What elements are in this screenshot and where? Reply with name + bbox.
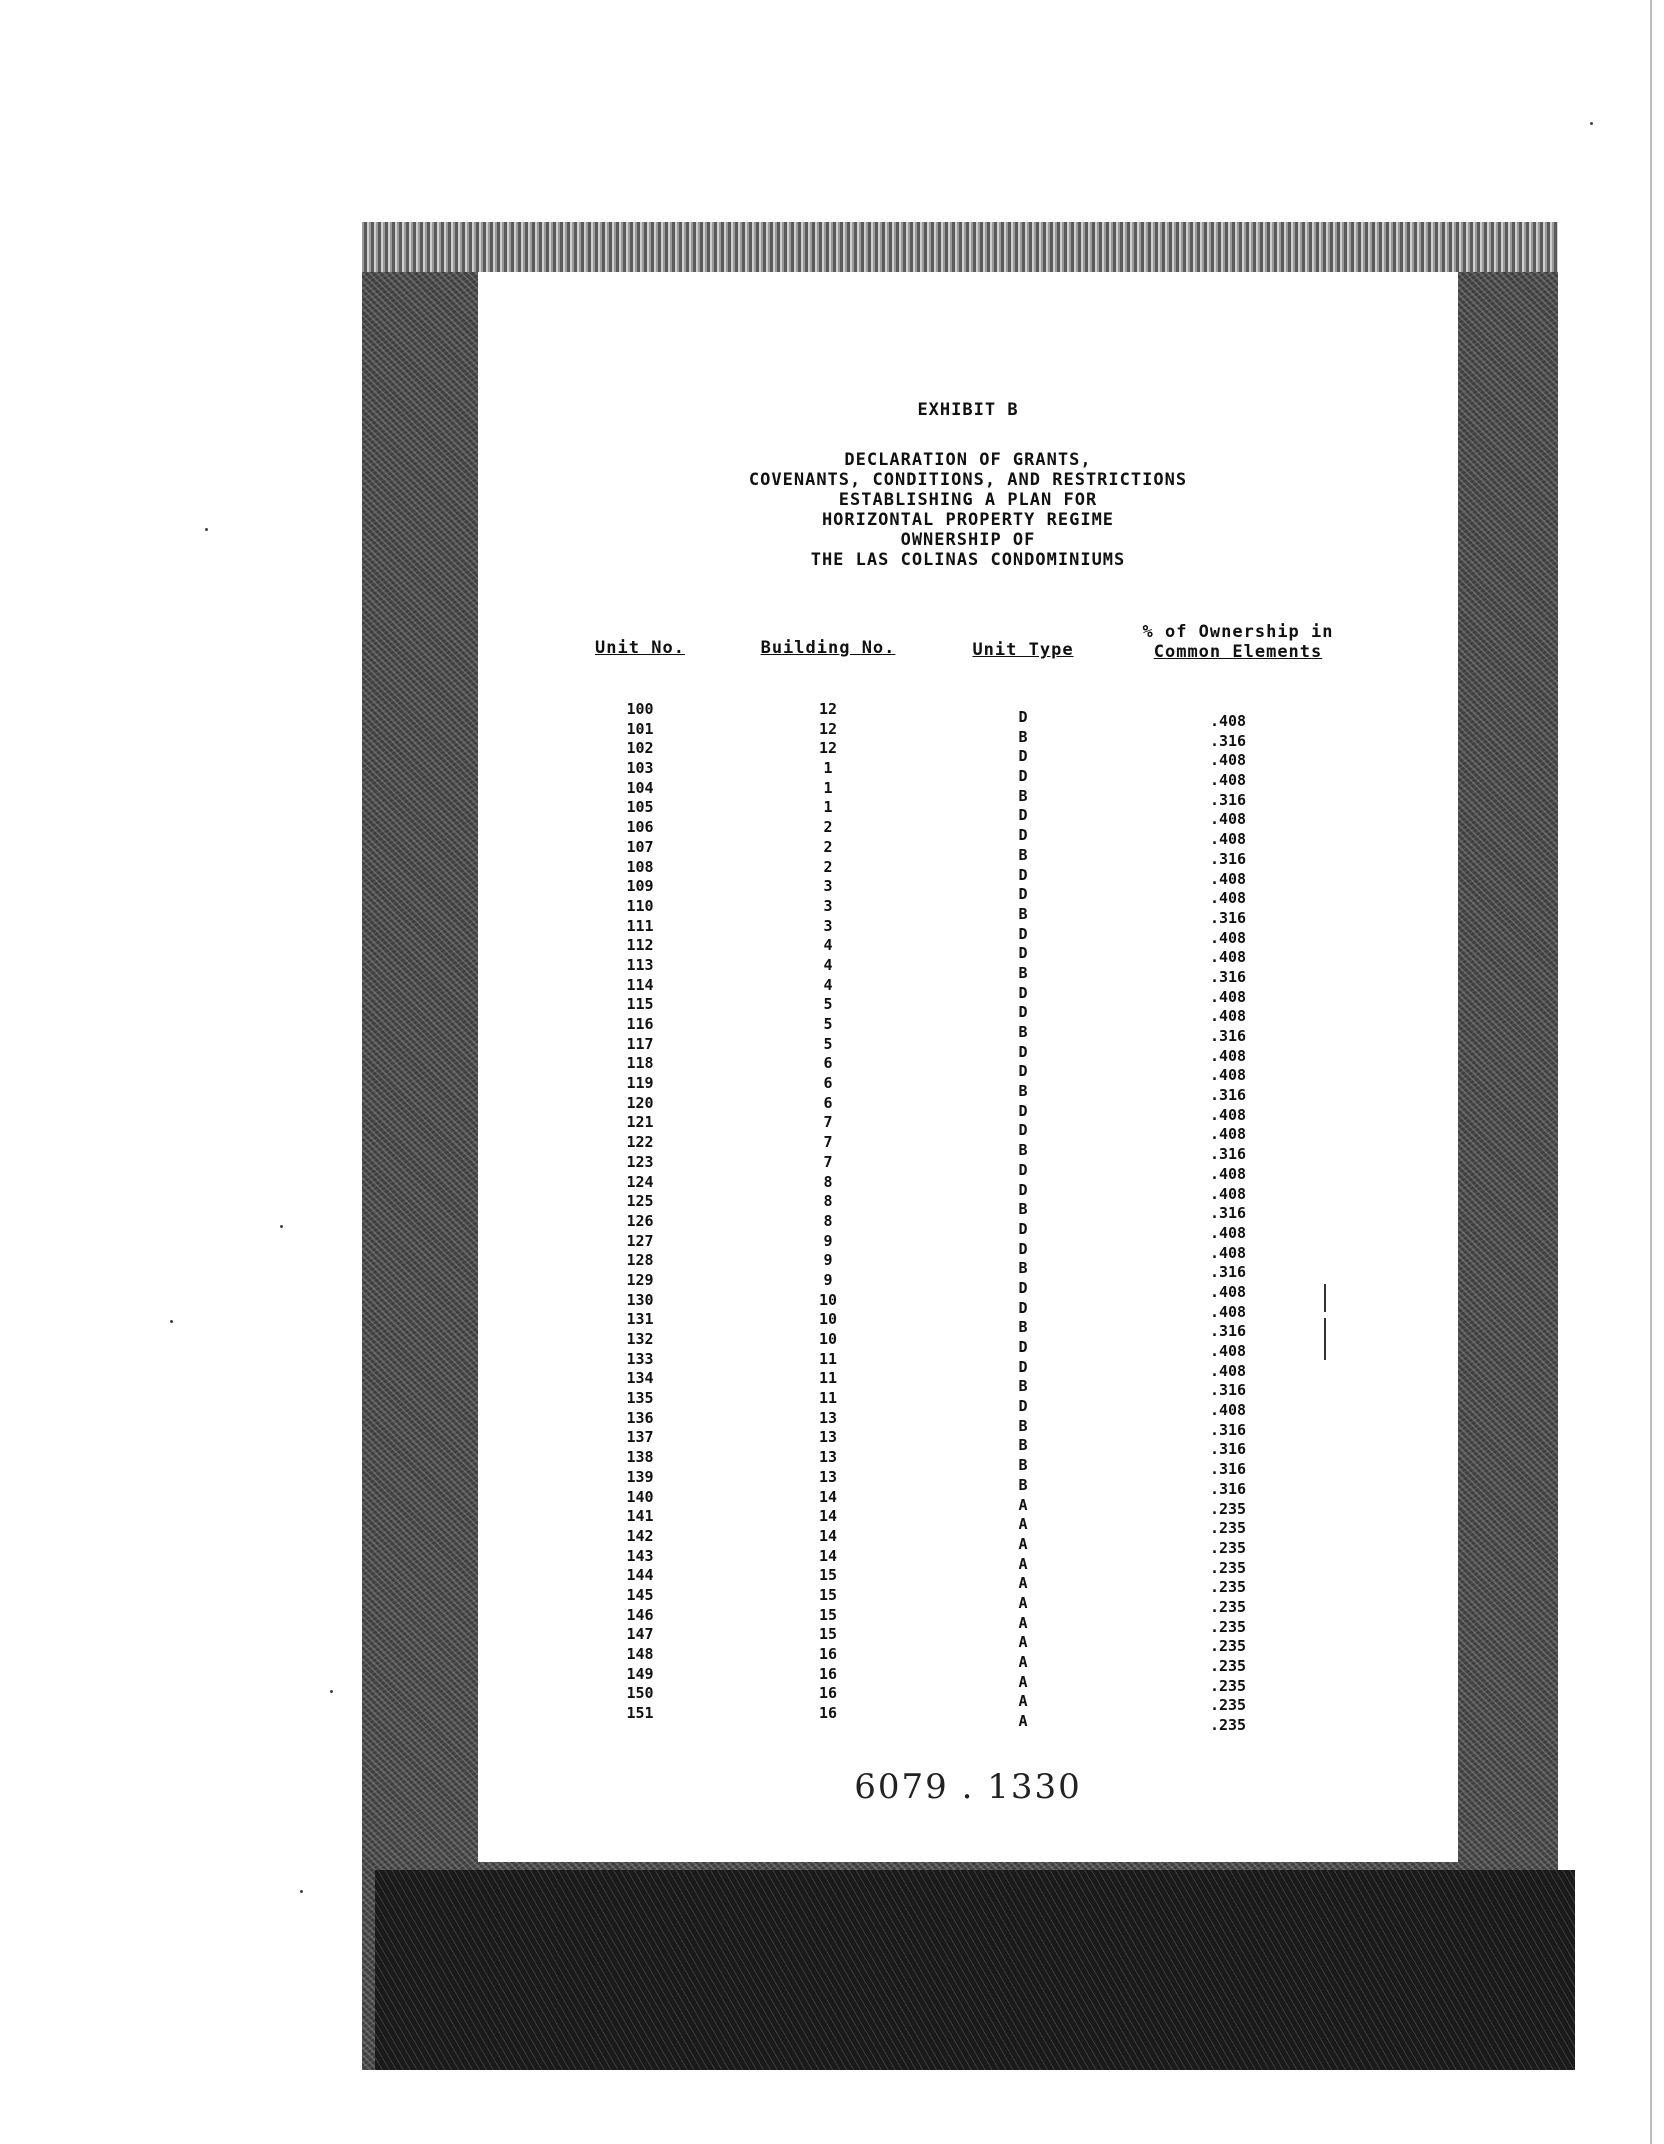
table-cell: .316 [1209, 967, 1247, 986]
table-cell: .235 [1209, 1519, 1247, 1538]
table-cell: .408 [1209, 1007, 1247, 1026]
table-cell: 4 [823, 975, 833, 994]
table-cell: .235 [1209, 1716, 1247, 1735]
table-cell: B [1018, 1082, 1028, 1101]
table-cell: 144 [626, 1566, 654, 1585]
table-cell: 5 [823, 1034, 833, 1053]
table-cell: 8 [823, 1172, 833, 1191]
table-cell: 2 [823, 857, 833, 876]
ownership-header-line2: Common Elements [1153, 642, 1323, 662]
table-cell: .408 [1209, 771, 1247, 790]
table-cell: 137 [626, 1428, 654, 1447]
table-cell: .408 [1209, 1066, 1247, 1085]
scan-speck [330, 1690, 333, 1693]
table-cell: 142 [626, 1526, 654, 1545]
table-cell: D [1018, 1180, 1028, 1199]
table-cell: B [1018, 727, 1028, 746]
table-cell: 4 [823, 936, 833, 955]
table-cell: .408 [1209, 751, 1247, 770]
table-cell: 146 [626, 1605, 654, 1624]
table-cell: 127 [626, 1231, 654, 1250]
table-cell: B [1018, 1436, 1028, 1455]
table-cell: .235 [1209, 1597, 1247, 1616]
table-cell: .316 [1209, 1145, 1247, 1164]
table-cell: .408 [1209, 1184, 1247, 1203]
table-cell: 102 [626, 739, 654, 758]
table-cell: 16 [818, 1664, 838, 1683]
table-cell: D [1018, 826, 1028, 845]
table-cell: 6 [823, 1093, 833, 1112]
table-cell: 3 [823, 916, 833, 935]
table-cell: .235 [1209, 1558, 1247, 1577]
table-cell: .408 [1209, 1401, 1247, 1420]
title-line: DECLARATION OF GRANTS, [844, 450, 1092, 470]
table-cell: 126 [626, 1211, 654, 1230]
table-cell: 3 [823, 896, 833, 915]
table-cell: A [1018, 1633, 1028, 1652]
table-cell: .316 [1209, 1027, 1247, 1045]
title-line: HORIZONTAL PROPERTY REGIME [821, 510, 1115, 530]
table-cell: B [1018, 1456, 1028, 1475]
table-cell: .408 [1209, 810, 1247, 829]
table-cell: 7 [823, 1113, 833, 1132]
scan-speck [1590, 122, 1593, 125]
table-cell: .235 [1209, 1538, 1247, 1557]
table-cell: 6 [823, 1054, 833, 1073]
table-cell: 125 [626, 1192, 654, 1211]
table-cell: A [1018, 1712, 1028, 1731]
table-cell: .316 [1209, 849, 1247, 868]
table-cell: D [1018, 1160, 1028, 1179]
table-cell: 2 [823, 818, 833, 837]
table-cell: B [1018, 786, 1028, 805]
table-cell: 149 [626, 1664, 654, 1683]
table-cell: 131 [626, 1310, 654, 1329]
table-cell: D [1018, 747, 1028, 766]
table-cell: A [1018, 1515, 1028, 1534]
table-cell: B [1018, 1377, 1028, 1396]
table-cell: .316 [1209, 1381, 1247, 1400]
table-cell: .316 [1209, 1086, 1247, 1105]
photocopy-frame-bottom [375, 1870, 1575, 2070]
table-cell: 1 [823, 798, 833, 817]
table-cell: 14 [818, 1487, 838, 1506]
table-cell: 11 [818, 1349, 838, 1368]
table-cell: 10 [818, 1330, 838, 1348]
table-cell: D [1018, 806, 1028, 825]
table-cell: 121 [626, 1113, 654, 1132]
table-cell: B [1018, 963, 1028, 982]
table-cell: .408 [1209, 712, 1247, 730]
table-cell: 7 [823, 1133, 833, 1152]
table-cell: 103 [626, 759, 654, 778]
table-cell: 5 [823, 995, 833, 1014]
table-cell: .408 [1209, 1282, 1247, 1301]
table-cell: A [1018, 1653, 1028, 1671]
table-cell: .408 [1209, 1125, 1247, 1144]
table-cell: 148 [626, 1645, 654, 1663]
table-cell: 15 [818, 1585, 838, 1604]
table-cell: 8 [823, 1211, 833, 1230]
table-cell: 133 [626, 1349, 654, 1368]
table-cell: .408 [1209, 1223, 1247, 1242]
table-cell: 10 [818, 1310, 838, 1329]
table-cell: D [1018, 983, 1028, 1002]
table-cell: .408 [1209, 1342, 1247, 1360]
table-cell: .316 [1209, 1420, 1247, 1439]
table-cell: 7 [823, 1152, 833, 1171]
table-cell: 16 [818, 1704, 838, 1723]
table-cell: .408 [1209, 889, 1247, 908]
table-cell: A [1018, 1692, 1028, 1711]
table-cell: 9 [823, 1231, 833, 1250]
table-cell: .235 [1209, 1657, 1247, 1675]
table-cell: 151 [626, 1704, 654, 1723]
table-cell: B [1018, 1318, 1028, 1337]
table-cell: .316 [1209, 1440, 1247, 1459]
table-cell: .316 [1209, 1263, 1247, 1282]
ownership-column [1188, 712, 1268, 1736]
table-cell: 16 [818, 1645, 838, 1663]
table-cell: 10 [818, 1290, 838, 1309]
table-cell: 3 [823, 877, 833, 896]
table-cell: 11 [818, 1369, 838, 1388]
table-cell: D [1018, 1219, 1028, 1238]
exhibit-label: EXHIBIT B [917, 400, 1019, 420]
table-cell: A [1018, 1574, 1028, 1593]
table-cell: 138 [626, 1448, 654, 1467]
table-cell: .235 [1209, 1499, 1247, 1518]
table-cell: .316 [1209, 731, 1247, 750]
title-line: COVENANTS, CONDITIONS, AND RESTRICTIONS [748, 470, 1188, 490]
table-cell: 124 [626, 1172, 654, 1191]
table-cell: B [1018, 845, 1028, 864]
table-cell: D [1018, 708, 1028, 726]
table-cell: 13 [818, 1467, 838, 1486]
table-cell: 134 [626, 1369, 654, 1388]
table-cell: D [1018, 924, 1028, 943]
table-cell: .235 [1209, 1637, 1247, 1656]
table-cell: 9 [823, 1251, 833, 1270]
table-cell: D [1018, 1239, 1028, 1258]
table-cell: 123 [626, 1152, 654, 1171]
table-cell: 13 [818, 1428, 838, 1447]
table-cell: .408 [1209, 1046, 1247, 1065]
table-cell: 140 [626, 1487, 654, 1506]
column-header-type: Unit Type [972, 640, 1074, 660]
unit-number-column [600, 700, 680, 1724]
table-cell: 115 [626, 995, 654, 1014]
table-cell: 1 [823, 759, 833, 778]
table-cell: D [1018, 1121, 1028, 1140]
table-cell: A [1018, 1534, 1028, 1553]
table-cell: 112 [626, 936, 654, 955]
table-cell: B [1018, 1259, 1028, 1278]
margin-mark [1324, 1284, 1326, 1312]
table-cell: 136 [626, 1408, 654, 1427]
table-cell: 122 [626, 1133, 654, 1152]
table-cell: .316 [1209, 790, 1247, 809]
scan-speck [205, 528, 208, 531]
title-line: THE LAS COLINAS CONDOMINIUMS [810, 550, 1126, 570]
table-cell: .408 [1209, 1361, 1247, 1380]
table-cell: A [1018, 1672, 1028, 1691]
column-header-ownership [1128, 622, 1348, 662]
table-cell: 11 [818, 1389, 838, 1408]
ownership-header-line1: % of Ownership in [1142, 622, 1334, 642]
table-cell: A [1018, 1495, 1028, 1514]
table-cell: 100 [626, 700, 654, 718]
margin-mark [1324, 1318, 1326, 1360]
table-cell: .316 [1209, 1460, 1247, 1479]
table-cell: 14 [818, 1526, 838, 1545]
table-cell: B [1018, 1416, 1028, 1435]
table-cell: 12 [818, 739, 838, 758]
table-cell: .408 [1209, 1105, 1247, 1124]
table-cell: 114 [626, 975, 654, 994]
building-number-column [788, 700, 868, 1724]
table-cell: .235 [1209, 1578, 1247, 1597]
table-cell: 132 [626, 1330, 654, 1348]
table-cell: 145 [626, 1585, 654, 1604]
table-cell: 108 [626, 857, 654, 876]
table-cell: 141 [626, 1507, 654, 1526]
table-cell: .316 [1209, 1204, 1247, 1223]
title-line: OWNERSHIP OF [900, 530, 1036, 550]
scan-speck [170, 1320, 173, 1323]
table-cell: D [1018, 1042, 1028, 1061]
table-cell: D [1018, 885, 1028, 904]
table-cell: .408 [1209, 1302, 1247, 1321]
table-cell: .408 [1209, 1164, 1247, 1183]
scan-speck [280, 1225, 283, 1228]
scan-speck [300, 1890, 303, 1893]
table-cell: D [1018, 944, 1028, 963]
table-cell: 104 [626, 778, 654, 797]
table-cell: 15 [818, 1625, 838, 1644]
table-cell: 130 [626, 1290, 654, 1309]
table-cell: .408 [1209, 1243, 1247, 1262]
table-cell: D [1018, 1298, 1028, 1317]
table-cell: D [1018, 1278, 1028, 1297]
table-cell: 135 [626, 1389, 654, 1408]
table-cell: D [1018, 1101, 1028, 1120]
table-cell: D [1018, 767, 1028, 786]
table-cell: 143 [626, 1546, 654, 1565]
table-cell: 111 [626, 916, 654, 935]
table-cell: 150 [626, 1684, 654, 1703]
table-cell: 147 [626, 1625, 654, 1644]
table-cell: 118 [626, 1054, 654, 1073]
scan-edge [1650, 0, 1652, 2144]
table-cell: 113 [626, 955, 654, 974]
table-cell: 15 [818, 1566, 838, 1585]
table-cell: D [1018, 1062, 1028, 1081]
table-cell: 13 [818, 1448, 838, 1467]
table-cell: B [1018, 1023, 1028, 1041]
title-line: ESTABLISHING A PLAN FOR [838, 490, 1098, 510]
table-cell: .316 [1209, 1322, 1247, 1341]
table-cell: .316 [1209, 908, 1247, 927]
table-cell: B [1018, 1475, 1028, 1494]
table-cell: 1 [823, 778, 833, 797]
table-cell: 106 [626, 818, 654, 837]
table-cell: 139 [626, 1467, 654, 1486]
table-cell: B [1018, 1141, 1028, 1160]
document-header [478, 400, 1458, 570]
table-cell: 9 [823, 1270, 833, 1289]
table-cell: 4 [823, 955, 833, 974]
table-cell: 120 [626, 1093, 654, 1112]
table-cell: B [1018, 1200, 1028, 1219]
table-cell: A [1018, 1613, 1028, 1632]
table-cell: .408 [1209, 987, 1247, 1006]
table-cell: .316 [1209, 1479, 1247, 1498]
table-cell: D [1018, 1003, 1028, 1022]
document-page [478, 272, 1458, 1862]
table-cell: 8 [823, 1192, 833, 1211]
table-cell: 110 [626, 896, 654, 915]
photocopy-frame-top [362, 222, 1558, 272]
table-cell: .235 [1209, 1617, 1247, 1636]
table-cell: 14 [818, 1507, 838, 1526]
table-cell: 117 [626, 1034, 654, 1053]
table-cell: .235 [1209, 1676, 1247, 1695]
table-cell: 13 [818, 1408, 838, 1427]
table-cell: 5 [823, 1015, 833, 1033]
column-header-building: Building No. [760, 638, 896, 658]
table-cell: .235 [1209, 1696, 1247, 1715]
table-cell: D [1018, 1397, 1028, 1416]
table-cell: 109 [626, 877, 654, 896]
table-cell: A [1018, 1554, 1028, 1573]
table-cell: B [1018, 904, 1028, 923]
table-cell: 15 [818, 1605, 838, 1624]
table-cell: .408 [1209, 830, 1247, 849]
table-cell: 12 [818, 700, 838, 718]
table-cell: 107 [626, 837, 654, 856]
table-cell: .408 [1209, 948, 1247, 967]
table-cell: 6 [823, 1074, 833, 1093]
column-header-unit: Unit No. [595, 638, 685, 658]
table-cell: D [1018, 865, 1028, 884]
document-page-number: 6079 . 1330 [854, 1767, 1082, 1807]
table-cell: 128 [626, 1251, 654, 1270]
table-cell: 101 [626, 719, 654, 738]
table-cell: 116 [626, 1015, 654, 1033]
table-cell: D [1018, 1357, 1028, 1376]
table-cell: .408 [1209, 869, 1247, 888]
table-cell: 119 [626, 1074, 654, 1093]
table-cell: 14 [818, 1546, 838, 1565]
table-cell: .408 [1209, 928, 1247, 947]
table-cell: 105 [626, 798, 654, 817]
table-cell: 12 [818, 719, 838, 738]
table-cell: 16 [818, 1684, 838, 1703]
table-cell: D [1018, 1338, 1028, 1356]
table-cell: 2 [823, 837, 833, 856]
table-cell: A [1018, 1593, 1028, 1612]
unit-type-column [983, 708, 1063, 1732]
table-cell: 129 [626, 1270, 654, 1289]
